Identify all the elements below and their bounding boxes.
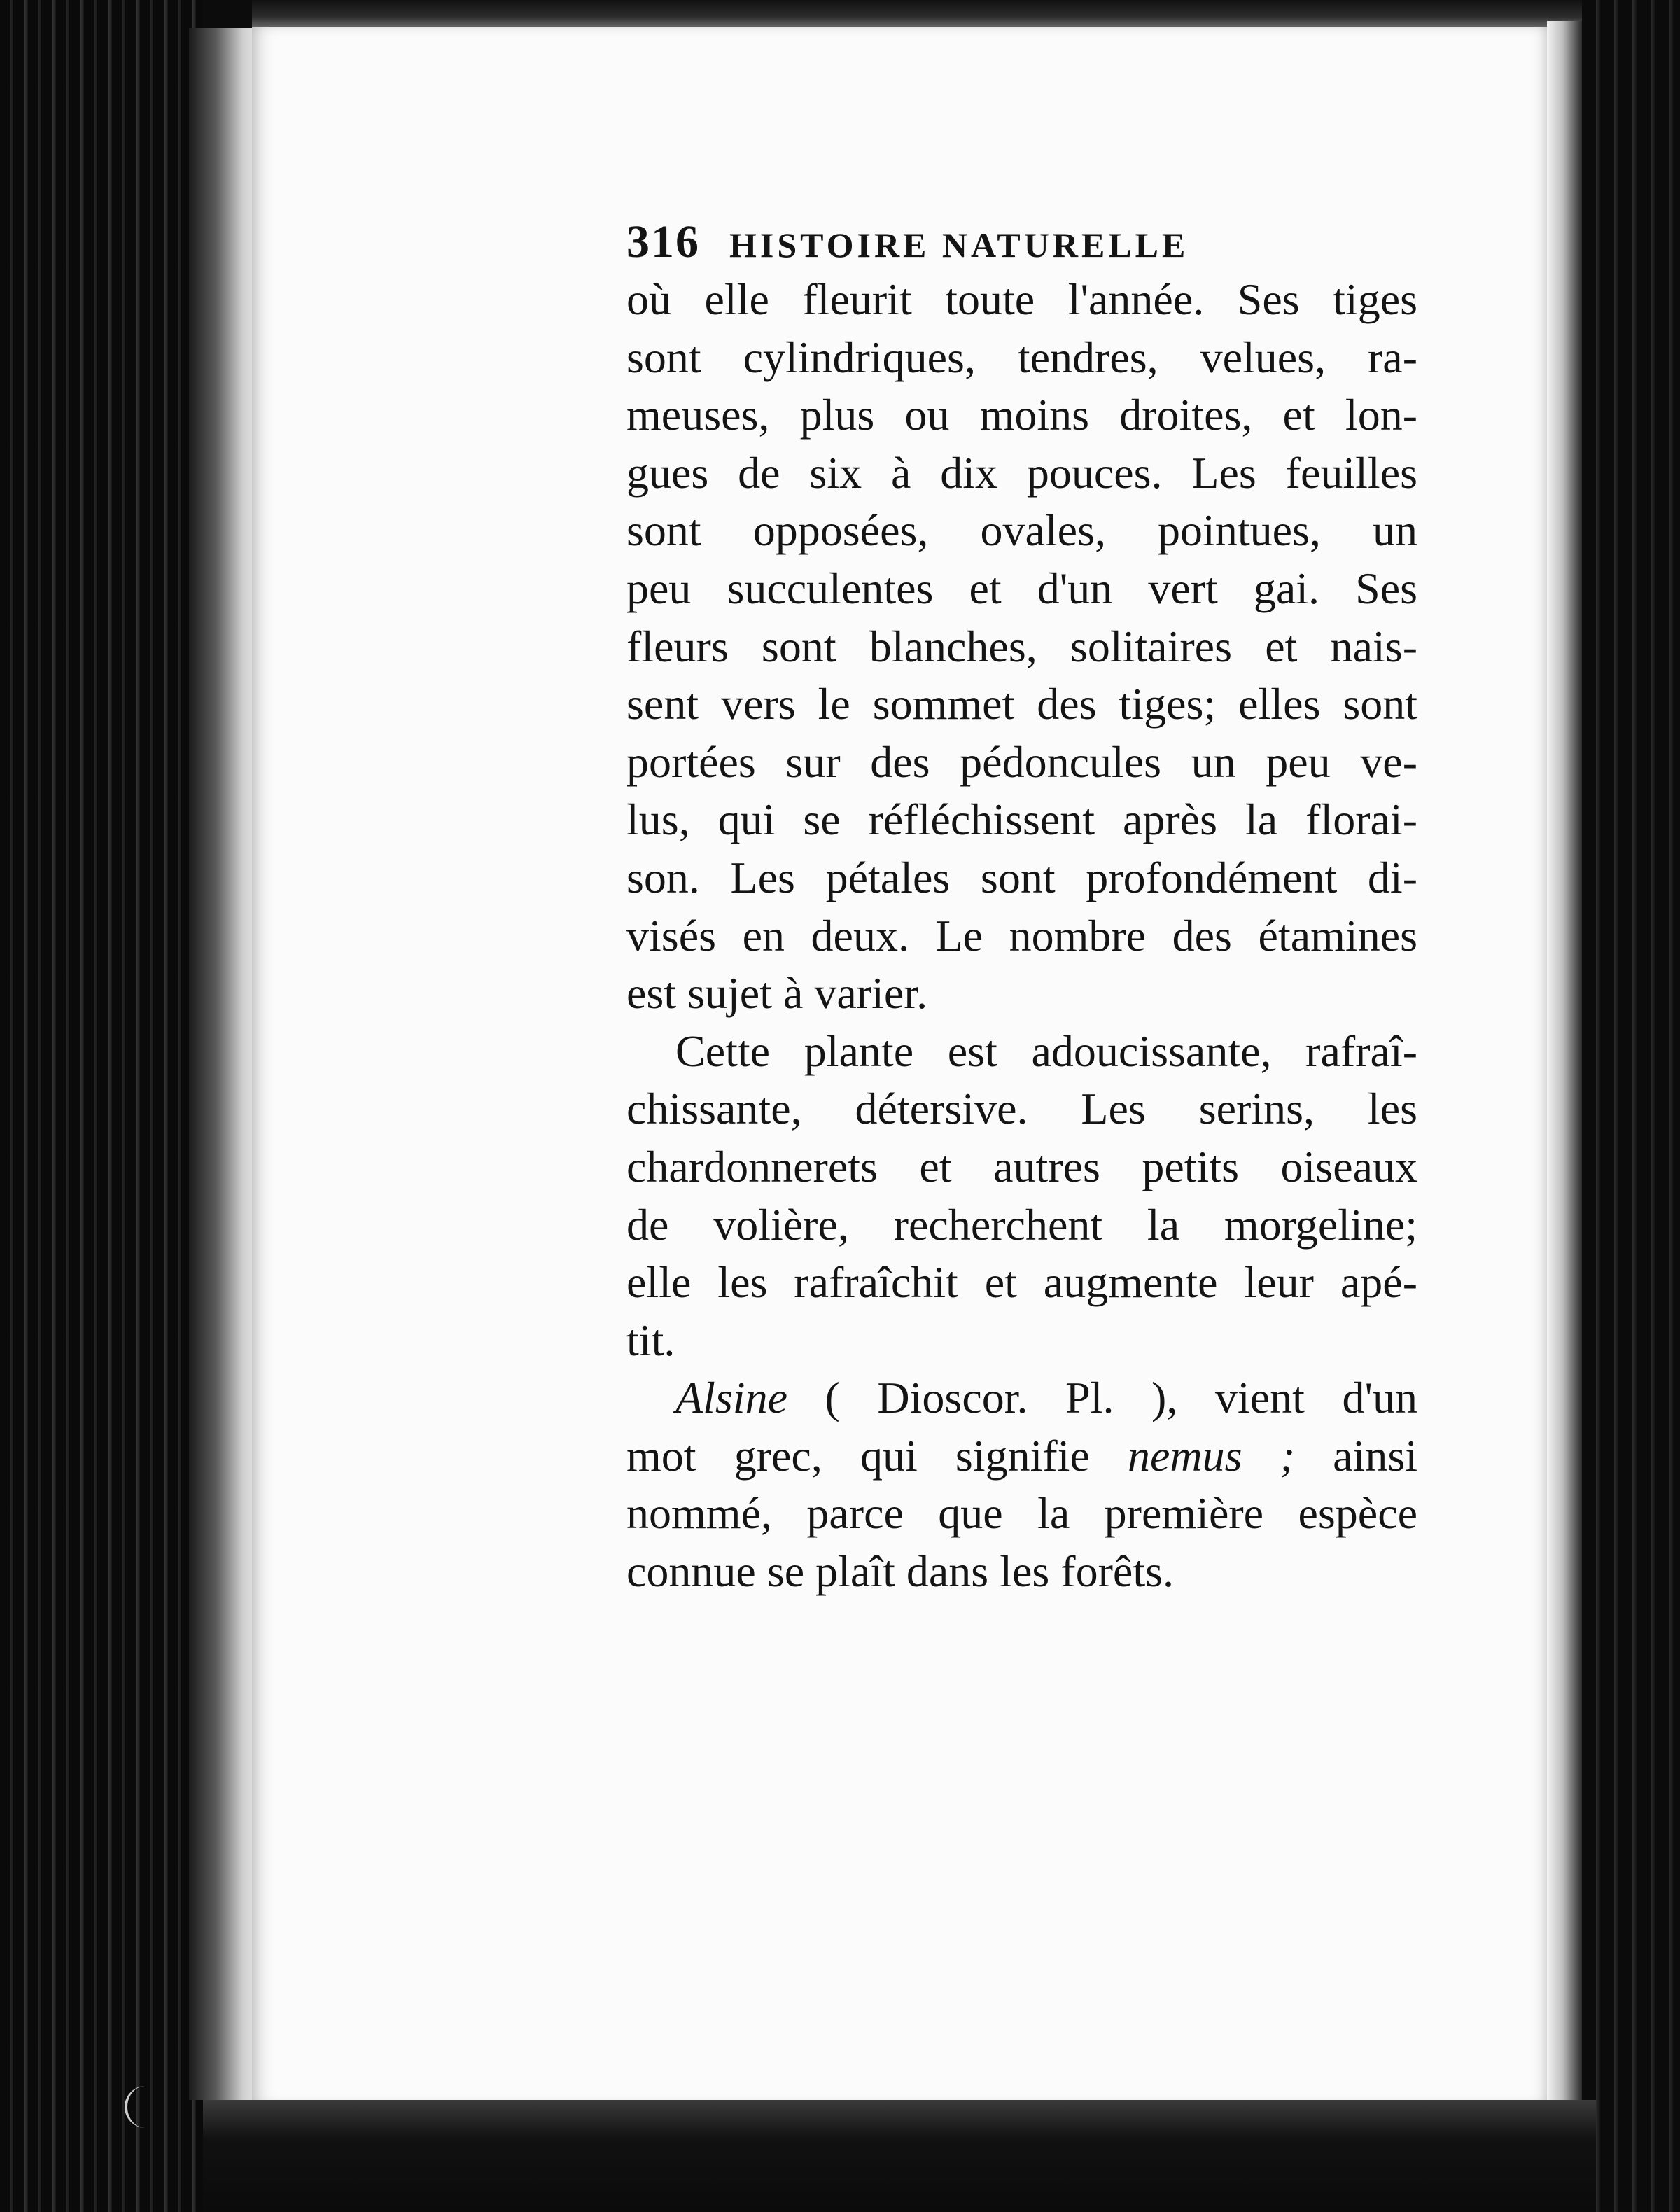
right-scan-border — [1582, 0, 1680, 2212]
text-line: gues de six à dix pouces. Les feuilles — [626, 447, 1418, 498]
right-page-stack — [1547, 21, 1582, 2114]
book-spine-edge — [0, 0, 203, 2212]
paragraph-2 — [626, 1023, 1418, 1370]
text-span: ainsi — [1294, 1430, 1418, 1480]
text-line: portées sur des pédoncules un peu ve- — [626, 736, 1418, 787]
text-line: son. Les pétales sont profondément di- — [626, 852, 1418, 902]
text-line: chissante, détersive. Les serins, les — [626, 1084, 1418, 1134]
text-span: ( Dioscor. Pl. ), vient d'un — [787, 1373, 1418, 1423]
text-span: mot grec, qui signifie — [626, 1430, 1128, 1480]
text-line: peu succulentes et d'un vert gai. Ses — [626, 563, 1418, 613]
page-text — [626, 214, 1418, 1601]
text-line: meuses, plus ou moins droites, et lon- — [626, 390, 1418, 440]
italic-term: Alsine — [676, 1373, 788, 1423]
text-line: fleurs sont blanches, solitaires et nais- — [626, 621, 1418, 671]
text-line: visés en deux. Le nombre des étamines — [626, 910, 1418, 960]
text-line: chardonnerets et autres petits oiseaux — [626, 1141, 1418, 1191]
bottom-scan-border — [203, 2100, 1596, 2212]
italic-term: nemus ; — [1128, 1430, 1295, 1480]
top-scan-border — [252, 0, 1582, 28]
page-number: 316 — [626, 216, 700, 267]
paragraph-1 — [626, 271, 1418, 1023]
text-line: nommé, parce que la première espèce — [626, 1488, 1418, 1539]
text-line: tit. — [626, 1315, 676, 1365]
text-line — [626, 1369, 1418, 1427]
text-line: Cette plante est adoucissante, rafraî- — [676, 1026, 1418, 1076]
running-head — [626, 214, 1418, 271]
text-line: sent vers le sommet des tiges; elles sont — [626, 679, 1418, 729]
text-line: où elle fleurit toute l'année. Ses tiges — [626, 274, 1418, 324]
text-line: sont cylindriques, tendres, velues, ra- — [626, 332, 1418, 382]
text-line: est sujet à varier. — [626, 968, 928, 1018]
running-head-title: HISTOIRE NATURELLE — [729, 225, 1189, 265]
text-line: sont opposées, ovales, pointues, un — [626, 505, 1418, 556]
text-line: lus, qui se réfléchissent après la florai- — [626, 794, 1418, 845]
text-line: connue se plaît dans les forêts. — [626, 1546, 1174, 1597]
text-line: de volière, recherchent la morgeline; — [626, 1199, 1418, 1250]
text-line: elle les rafraîchit et augmente leur apé- — [626, 1257, 1418, 1308]
paragraph-3 — [626, 1369, 1418, 1600]
text-line — [626, 1427, 1418, 1485]
